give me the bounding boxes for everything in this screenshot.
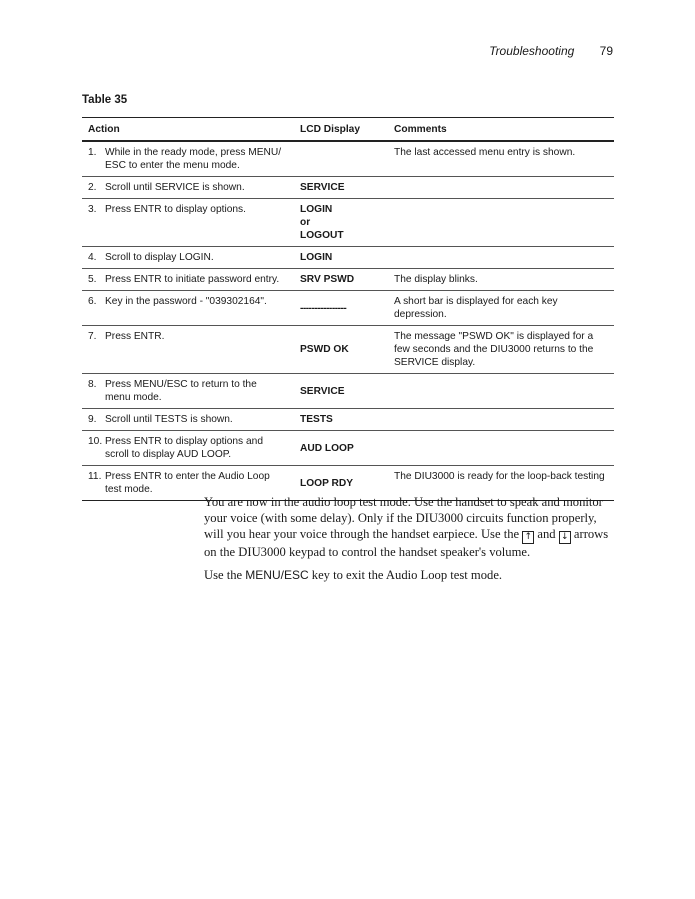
action-cell [82, 199, 294, 247]
step-number: 3. [88, 204, 97, 215]
lcd-cell: SRV PSWD [294, 269, 388, 291]
step-number: 10. [88, 436, 103, 447]
table-row [82, 326, 614, 374]
step-number: 2. [88, 182, 97, 193]
action-cell [82, 326, 294, 374]
step-action: Press ENTR to display options and scroll to display AUD LOOP. [105, 436, 263, 460]
action-cell [82, 374, 294, 409]
column-header-lcd: LCD Display [294, 118, 388, 142]
step-action: Key in the password - "039302164". [105, 296, 267, 307]
table-row [82, 409, 614, 431]
paragraph-text: Use the [204, 568, 243, 582]
step-action: Scroll to display LOGIN. [105, 252, 214, 263]
lcd-line: LOGIN [300, 204, 333, 215]
paragraph-audio-loop [204, 494, 614, 560]
step-number: 8. [88, 379, 97, 390]
table-title: Table 35 [82, 94, 128, 106]
lcd-cell: LOGIN [294, 247, 388, 269]
comment-cell [388, 409, 614, 431]
step-action: Scroll until TESTS is shown. [105, 414, 233, 425]
comment-cell: The DIU3000 is ready for the loop-back testing [388, 466, 614, 501]
step-number: 4. [88, 252, 97, 263]
step-action: Scroll until SERVICE is shown. [105, 182, 245, 193]
step-number: 11. [88, 471, 102, 482]
step-action: Press ENTR to initiate password entry. [105, 274, 280, 285]
lcd-cell: ---------------- [294, 291, 388, 326]
comment-cell [388, 374, 614, 409]
step-number: 1. [88, 147, 97, 158]
lcd-cell: PSWD OK [294, 326, 388, 374]
lcd-cell: SERVICE [294, 374, 388, 409]
table-row [82, 431, 614, 466]
table-row [82, 269, 614, 291]
paragraph-exit [204, 567, 614, 583]
table-row [82, 291, 614, 326]
action-cell [82, 409, 294, 431]
lcd-line: or [300, 217, 311, 228]
paragraph-text: key to exit the Audio Loop test mode. [311, 568, 503, 582]
procedure-table [82, 117, 614, 501]
page-number: 79 [599, 44, 613, 58]
action-cell [82, 177, 294, 199]
comment-cell: The message "PSWD OK" is displayed for a few seconds and the DIU3000 returns to the SERVICE display. [388, 326, 614, 374]
lcd-line: LOGOUT [300, 230, 344, 241]
arrow-up-key-icon: ↑ [522, 531, 534, 544]
lcd-cell: LOOP RDY [294, 466, 388, 501]
comment-cell: The display blinks. [388, 269, 614, 291]
step-number: 7. [88, 331, 97, 342]
table-row [82, 199, 614, 247]
comment-cell [388, 177, 614, 199]
step-action: Press ENTR to enter the Audio Loop test mode. [105, 471, 270, 495]
step-number: 6. [88, 296, 97, 307]
step-action: Press ENTR to display options. [105, 204, 246, 215]
paragraph-text: and [537, 527, 556, 541]
comment-cell: A short bar is displayed for each key depression. [388, 291, 614, 326]
paragraph-text: You are now in the audio loop test mode. Use the handset to speak and monitor your voice (with some delay). Only if the DIU3000 circuits function properly, will you hear your voice through the handset earpiece. Use the [204, 495, 603, 541]
running-header [489, 44, 613, 58]
action-cell [82, 269, 294, 291]
step-action: While in the ready mode, press MENU/ ESC to enter the menu mode. [105, 147, 282, 171]
action-cell [82, 291, 294, 326]
action-cell [82, 141, 294, 177]
table-row [82, 247, 614, 269]
step-number: 9. [88, 414, 97, 425]
step-action: Press MENU/ESC to return to the menu mode. [105, 379, 257, 403]
section-title: Troubleshooting [489, 44, 575, 58]
comment-cell: The last accessed menu entry is shown. [388, 141, 614, 177]
lcd-cell [294, 199, 388, 247]
table-row [82, 374, 614, 409]
lcd-cell [294, 141, 388, 177]
lcd-cell: AUD LOOP [294, 431, 388, 466]
action-cell [82, 247, 294, 269]
step-action: Press ENTR. [105, 331, 165, 342]
arrow-down-key-icon: ↓ [559, 531, 571, 544]
menu-esc-key-label: MENU/ESC [245, 568, 309, 582]
table-row [82, 141, 614, 177]
comment-cell [388, 199, 614, 247]
lcd-cell: SERVICE [294, 177, 388, 199]
comment-cell [388, 247, 614, 269]
action-cell [82, 431, 294, 466]
table-header-row [82, 118, 614, 142]
paragraph-text: arrows on the DIU3000 keypad to control the handset speaker's volume. [204, 527, 609, 559]
table-row [82, 177, 614, 199]
column-header-action: Action [82, 118, 294, 142]
column-header-comments: Comments [388, 118, 614, 142]
step-number: 5. [88, 274, 97, 285]
lcd-cell: TESTS [294, 409, 388, 431]
comment-cell [388, 431, 614, 466]
